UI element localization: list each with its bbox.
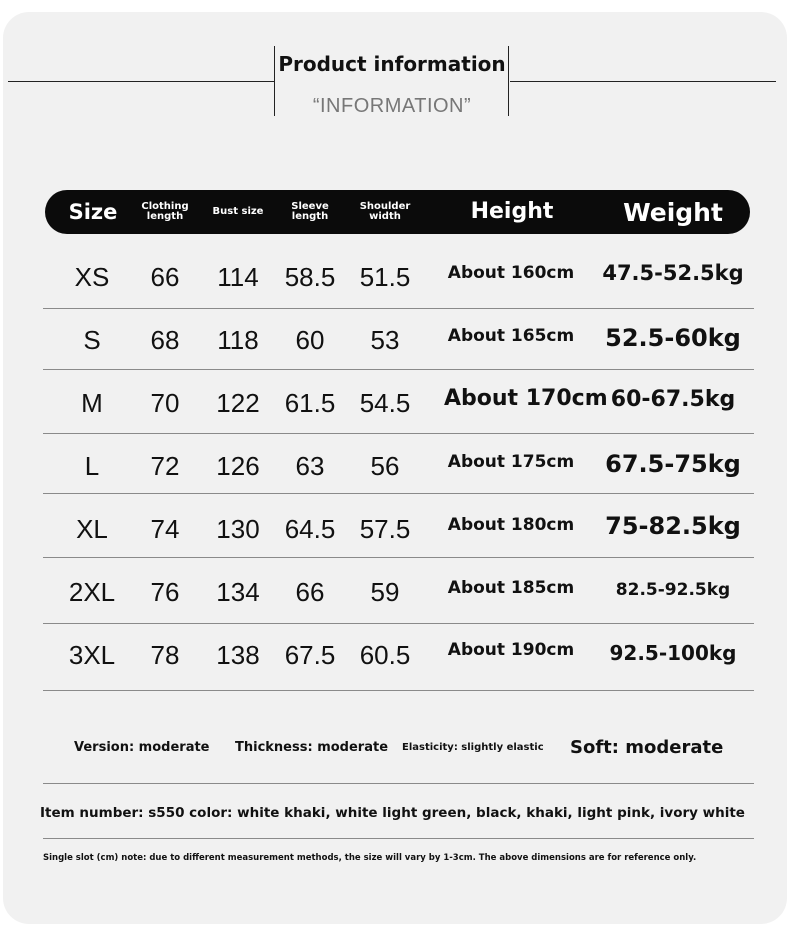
cell-clothing-length: 68 — [150, 325, 180, 355]
cell-bust: 130 — [216, 514, 260, 544]
cell-height: About 180cm — [447, 515, 575, 535]
cell-bust: 134 — [216, 577, 260, 607]
cell-size: S — [83, 325, 101, 355]
page-subtitle: “INFORMATION” — [312, 95, 472, 117]
row-divider — [43, 433, 754, 434]
cell-weight: 67.5-75kg — [605, 450, 741, 478]
cell-sleeve: 64.5 — [284, 514, 336, 544]
row-divider — [43, 308, 754, 309]
cell-sleeve: 60 — [295, 325, 325, 355]
header-rule-right — [510, 81, 776, 82]
cell-clothing-length: 70 — [150, 388, 180, 418]
attr-elasticity: Elasticity: slightly elastic — [402, 742, 544, 753]
cell-weight: 75-82.5kg — [605, 512, 741, 540]
row-divider — [43, 493, 754, 494]
cell-weight: 47.5-52.5kg — [602, 261, 744, 285]
row-divider — [43, 557, 754, 558]
cell-clothing-length: 76 — [150, 577, 180, 607]
cell-height: About 175cm — [447, 452, 575, 472]
cell-size: L — [84, 451, 100, 481]
cell-sleeve: 67.5 — [284, 640, 336, 670]
cell-sleeve: 61.5 — [284, 388, 336, 418]
cell-clothing-length: 72 — [150, 451, 180, 481]
cell-bust: 122 — [216, 388, 260, 418]
table-header — [45, 190, 750, 234]
col-shoulder-width: Shoulder width — [359, 201, 411, 222]
cell-weight: 60-67.5kg — [610, 387, 736, 412]
cell-clothing-length: 66 — [150, 262, 180, 292]
cell-size: XL — [76, 514, 108, 544]
col-clothing-length: Clothing length — [141, 201, 189, 222]
row-divider — [43, 690, 754, 691]
cell-shoulder: 54.5 — [359, 388, 411, 418]
footnote: Single slot (cm) note: due to different measurement methods, the size will vary by 1-3cm. The above dimensions are for reference only. — [43, 853, 697, 863]
cell-bust: 118 — [217, 325, 259, 355]
page-title: Product information — [278, 52, 506, 76]
cell-bust: 114 — [217, 262, 259, 292]
cell-size: 3XL — [68, 640, 116, 670]
cell-sleeve: 58.5 — [284, 262, 336, 292]
col-weight: Weight — [623, 197, 723, 227]
cell-clothing-length: 78 — [150, 640, 180, 670]
attr-soft: Soft: moderate — [570, 737, 724, 758]
cell-bust: 138 — [216, 640, 260, 670]
row-divider — [43, 369, 754, 370]
cell-height: About 165cm — [447, 326, 575, 346]
header-bracket-left — [274, 46, 275, 116]
item-number-colors: Item number: s550 color: white khaki, white light green, black, khaki, light pink, ivory white — [40, 805, 745, 821]
cell-height: About 170cm — [444, 386, 608, 411]
col-bust-size: Bust size — [212, 206, 264, 217]
cell-height: About 185cm — [447, 578, 575, 598]
cell-sleeve: 66 — [295, 577, 325, 607]
cell-shoulder: 57.5 — [359, 514, 411, 544]
cell-shoulder: 59 — [370, 577, 400, 607]
cell-shoulder: 53 — [370, 325, 400, 355]
col-size: Size — [68, 199, 118, 224]
cell-bust: 126 — [216, 451, 260, 481]
col-sleeve-length: Sleeve length — [291, 201, 329, 222]
cell-sleeve: 63 — [295, 451, 325, 481]
cell-shoulder: 60.5 — [359, 640, 411, 670]
col-height: Height — [470, 199, 554, 224]
row-divider — [43, 623, 754, 624]
attributes-divider — [43, 783, 754, 784]
cell-size: 2XL — [68, 577, 116, 607]
cell-shoulder: 56 — [370, 451, 400, 481]
attr-version: Version: moderate — [74, 740, 210, 755]
cell-height: About 190cm — [447, 640, 575, 660]
header-bracket-right — [508, 46, 509, 116]
cell-weight: 82.5-92.5kg — [615, 580, 731, 600]
cell-weight: 92.5-100kg — [609, 641, 737, 665]
header-rule-left — [8, 81, 274, 82]
cell-size: M — [81, 388, 103, 418]
cell-shoulder: 51.5 — [359, 262, 411, 292]
cell-clothing-length: 74 — [150, 514, 180, 544]
attr-thickness: Thickness: moderate — [235, 740, 389, 755]
cell-height: About 160cm — [447, 263, 575, 283]
item-divider — [43, 838, 754, 839]
cell-size: XS — [74, 262, 110, 292]
cell-weight: 52.5-60kg — [605, 324, 741, 352]
